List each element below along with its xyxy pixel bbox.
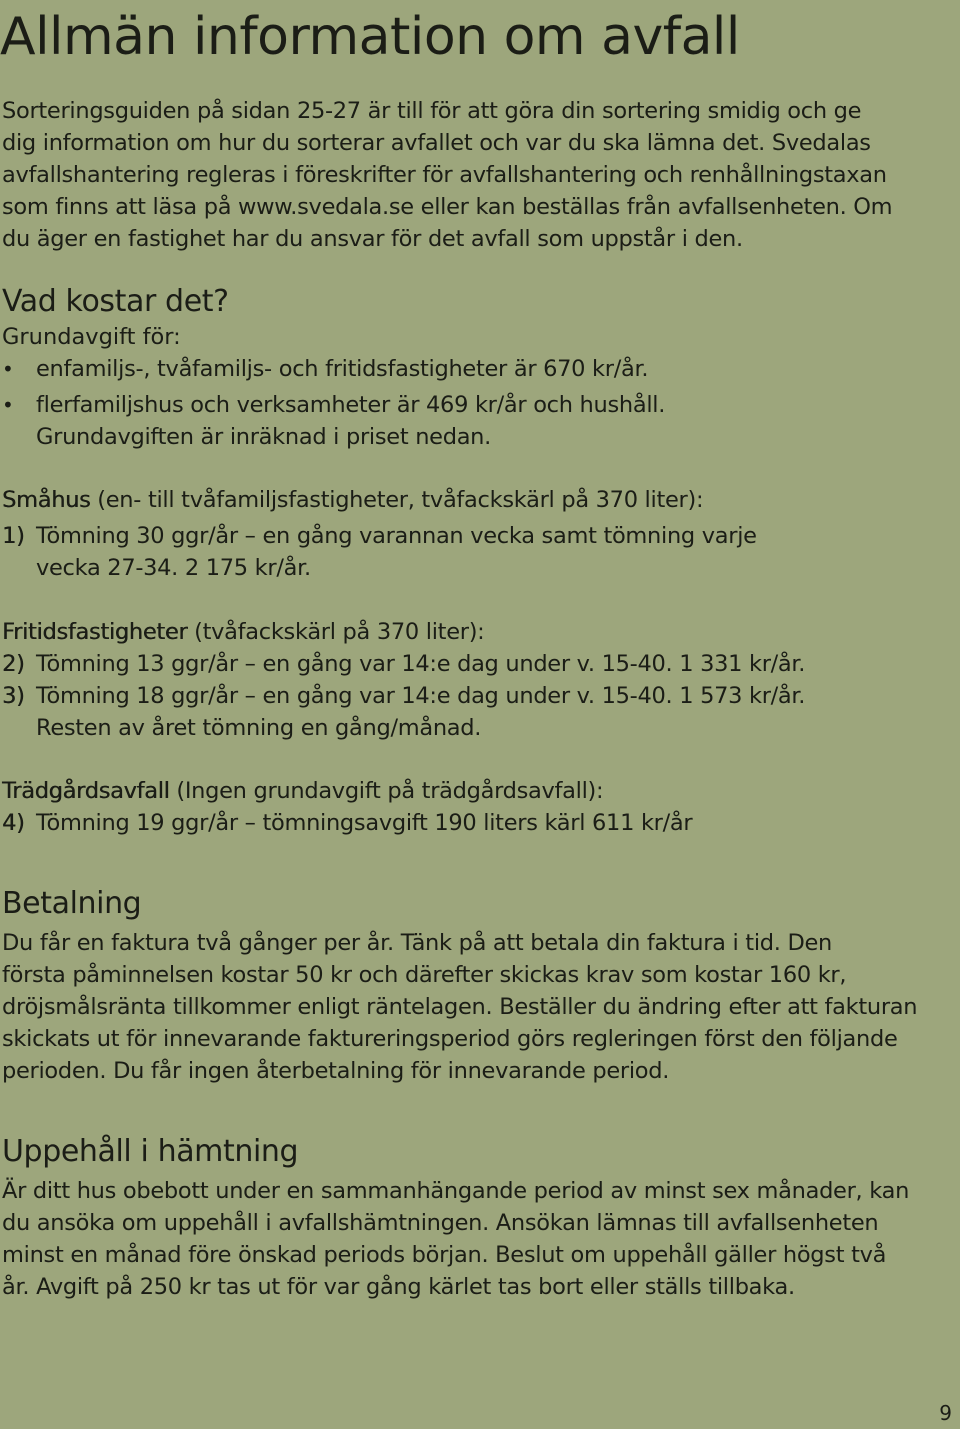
smahus-lead: Småhus	[2, 487, 91, 513]
numbered-item	[2, 648, 805, 680]
pause-paragraph	[2, 1175, 909, 1303]
bullet-text: flerfamiljshus och verksamheter är 469 kr/år och hushåll.	[36, 392, 666, 418]
costs-note	[2, 421, 491, 453]
intro-line: du äger en fastighet har du ansvar för det avfall som uppstår i den.	[2, 226, 743, 252]
payment-paragraph	[2, 927, 917, 1087]
smahus-heading	[2, 484, 703, 516]
intro-paragraph	[2, 95, 892, 255]
fritid-lead: Fritidsfastigheter	[2, 619, 188, 645]
bullet-icon: •	[2, 357, 14, 381]
intro-line: som finns att läsa på www.svedala.se eller kan beställas från avfallsenheten. Om	[2, 194, 893, 220]
numbered-item-continuation	[2, 712, 481, 744]
smahus-rest: (en- till tvåfamiljsfastigheter, tvåfackskärl på 370 liter):	[90, 487, 704, 513]
payment-line: skickats ut för innevarande faktureringsperiod görs regleringen först den följande	[2, 1026, 898, 1052]
payment-line: första påminnelsen kostar 50 kr och därefter skickas krav som kostar 160 kr,	[2, 962, 847, 988]
item-text: Tömning 18 ggr/år – en gång var 14:e dag under v. 15-40. 1 573 kr/år.	[36, 683, 806, 709]
bullet-text: enfamiljs-, tvåfamiljs- och fritidsfastigheter är 670 kr/år.	[36, 356, 649, 382]
item-text: vecka 27-34. 2 175 kr/år.	[36, 555, 311, 581]
bullet-item	[2, 389, 665, 421]
item-number: 3)	[2, 683, 25, 709]
intro-line: Sorteringsguiden på sidan 25-27 är till för att göra din sortering smidig och ge	[2, 98, 862, 124]
costs-note-text: Grundavgiften är inräknad i priset nedan.	[36, 424, 491, 450]
payment-line: perioden. Du får ingen återbetalning för innevarande period.	[2, 1058, 670, 1084]
item-text: Resten av året tömning en gång/månad.	[36, 715, 482, 741]
item-number: 4)	[2, 810, 25, 836]
numbered-item	[2, 807, 692, 839]
payment-line: dröjsmålsränta tillkommer enligt räntelagen. Beställer du ändring efter att fakturan	[2, 994, 918, 1020]
fritid-rest: (tvåfackskärl på 370 liter):	[187, 619, 485, 645]
payment-line: Du får en faktura två gånger per år. Tänk på att betala din faktura i tid. Den	[2, 930, 832, 956]
pause-heading: Uppehåll i hämtning	[2, 1134, 299, 1169]
item-text: Tömning 13 ggr/år – en gång var 14:e dag under v. 15-40. 1 331 kr/år.	[36, 651, 806, 677]
pause-line: minst en månad före önskad periods början. Beslut om uppehåll gäller högst två	[2, 1242, 887, 1268]
numbered-item	[2, 520, 757, 552]
item-number: 2)	[2, 651, 25, 677]
numbered-item	[2, 680, 805, 712]
costs-subheading: Grundavgift för:	[2, 324, 181, 350]
item-text: Tömning 30 ggr/år – en gång varannan vecka samt tömning varje	[36, 523, 757, 549]
fritid-heading	[2, 616, 484, 648]
item-number: 1)	[2, 523, 25, 549]
bullet-icon: •	[2, 393, 14, 417]
bullet-item	[2, 353, 648, 385]
page-number: 9	[939, 1401, 952, 1425]
tradgard-rest: (Ingen grundavgift på trädgårdsavfall):	[169, 778, 604, 804]
tradgard-lead: Trädgårdsavfall	[2, 778, 170, 804]
payment-heading: Betalning	[2, 886, 142, 921]
numbered-item-continuation	[2, 552, 311, 584]
pause-line: år. Avgift på 250 kr tas ut för var gång kärlet tas bort eller ställs tillbaka.	[2, 1274, 795, 1300]
intro-line: avfallshantering regleras i föreskrifter för avfallshantering och renhållningstaxan	[2, 162, 887, 188]
tradgard-heading	[2, 775, 603, 807]
pause-line: du ansöka om uppehåll i avfallshämtningen. Ansökan lämnas till avfallsenheten	[2, 1210, 879, 1236]
item-text: Tömning 19 ggr/år – tömningsavgift 190 liters kärl 611 kr/år	[36, 810, 693, 836]
pause-line: Är ditt hus obebott under en sammanhängande period av minst sex månader, kan	[2, 1178, 910, 1204]
intro-line: dig information om hur du sorterar avfallet och var du ska lämna det. Svedalas	[2, 130, 871, 156]
costs-heading: Vad kostar det?	[2, 284, 229, 319]
page-title: Allmän information om avfall	[0, 7, 740, 67]
